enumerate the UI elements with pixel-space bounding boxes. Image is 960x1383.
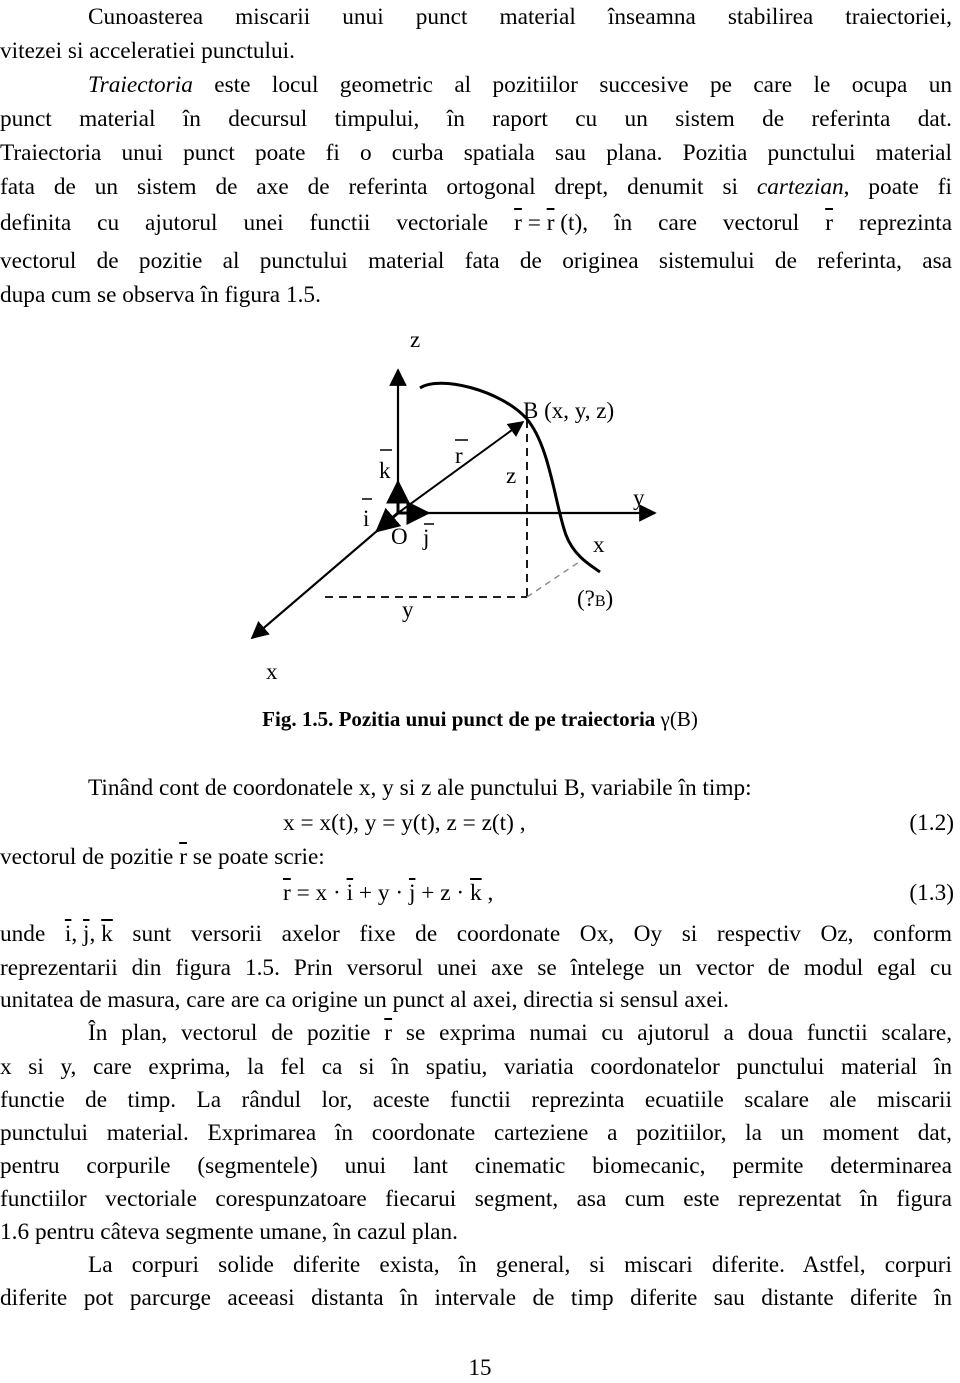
x-axis-line <box>252 513 398 638</box>
point-b-label: B (x, y, z) <box>523 398 615 423</box>
versor-i-label: i <box>363 506 370 531</box>
paragraph-plane-line-2: x si y, care exprima, la fel ca si în spatiu, variatia coordonatelor punctului material în <box>0 1054 952 1080</box>
paragraph-plane-line-5: pentru corpurile (segmentele) unui lant cinematic biomecanic, permite determinarea <box>0 1153 952 1179</box>
paragraph-solids-line-1: La corpuri solide diferite exista, în general, si miscari diferite. Astfel, corpuri <box>88 1252 952 1278</box>
equation-number-1-3: (1.3) <box>909 880 954 906</box>
paragraph-trajectory-line-7: dupa cum se observa în figura 1.5. <box>0 282 321 308</box>
y-bottom-label: y <box>402 597 414 622</box>
paragraph-versors-line-3: unitatea de masura, care are ca origine un punct al axei, directia si sensul axei. <box>0 987 729 1013</box>
projection-label: (?B) <box>577 586 614 611</box>
paragraph-plane-line-4: punctului material. Exprimarea în coordonate carteziene a pozitiilor, la un moment dat, <box>0 1120 952 1146</box>
paragraph-plane-line-3: functie de timp. La rândul lor, aceste functii reprezinta ecuatiile scalare ale miscarii <box>0 1087 952 1113</box>
paragraph-plane-line-6: functiilor vectoriale corespunzatoare fiecarui segment, asa cum este reprezentat în figura <box>0 1186 952 1212</box>
paragraph-trajectory-line-2: punct material în decursul timpului, în raport cu un sistem de referinta dat. <box>0 106 952 132</box>
paragraph-trajectory-line-3: Traiectoria unui punct poate fi o curba spatiala sau plana. Pozitia punctului material <box>0 140 952 166</box>
paragraph-versors-line-1: unde $\overline{i}$, $\overline{j}$, $\overline{k}$ sunt versorii axelor fixe de coordonate Ox, Oy si respectiv Oz, conform <box>0 921 953 947</box>
figure-caption: Fig. 1.5. Pozitia unui punct de pe traiectoria γ(B) <box>262 707 698 731</box>
paragraph-intro-line-1: Cunoasterea miscarii unui punct material înseamna stabilirea traiectoriei, <box>88 4 952 30</box>
versor-j-label: j <box>423 525 430 550</box>
z-height-label: z <box>506 463 517 488</box>
versor-k-label: k <box>379 458 391 483</box>
paragraph-versors-line-2: reprezentarii din figura 1.5. Prin versorul unei axe se întelege un vector de modul egal cu <box>0 955 952 981</box>
paragraph-trajectory-line-5: definita cu ajutorul unei functii vectoriale $\overline{r} = \overline{r}$ (t), în care vectorul $\overline{r}$ reprezinta <box>0 210 953 236</box>
x-small-label: x <box>593 532 605 557</box>
paragraph-coordinates: Tinând cont de coordonatele x, y si z ale punctului B, variabile în timp: <box>88 775 752 801</box>
page-number: 15 <box>468 1355 492 1380</box>
paragraph-trajectory-line-6: vectorul de pozitie al punctului material fata de originea sistemului de referinta, asa <box>0 248 952 274</box>
paragraph-position-vector: vectorul de pozitie $\overline{r}$ se poate scrie: <box>0 844 325 870</box>
origin-label: O <box>391 524 408 549</box>
paragraph-trajectory-line-4: fata de un sistem de axe de referinta ortogonal drept, denumit si cartezian, poate fi <box>0 174 952 200</box>
paragraph-plane-line-1: În plan, vectorul de pozitie $\overline{r}$ se exprima numai cu ajutorul a doua functii scalare, <box>88 1020 953 1046</box>
paragraph-solids-line-2: diferite pot parcurge aceeasi distanta în intervale de timp diferite sau distante diferite în <box>0 1285 952 1311</box>
equation-1-3: $\overline{r} = x \cdot \overline{i} + y \cdot \overline{j} + z \cdot \overline{k}$ , <box>283 880 494 906</box>
paragraph-plane-line-7: 1.6 pentru câteva segmente umane, în cazul plan. <box>0 1219 458 1245</box>
dashed-x-projection <box>527 560 582 597</box>
x-axis-label: x <box>266 659 278 684</box>
z-axis-label: z <box>410 327 421 352</box>
equation-number-1-2: (1.2) <box>909 810 954 836</box>
equation-1-2: x = x(t), y = y(t), z = z(t) , <box>283 810 526 836</box>
vector-r-label: r <box>455 443 463 468</box>
y-axis-label: y <box>633 485 645 510</box>
paragraph-trajectory-line-1: Traiectoria este locul geometric al pozitiilor succesive pe care le ocupa un <box>88 72 952 98</box>
paragraph-intro-line-2: vitezei si acceleratiei punctului. <box>0 38 295 64</box>
